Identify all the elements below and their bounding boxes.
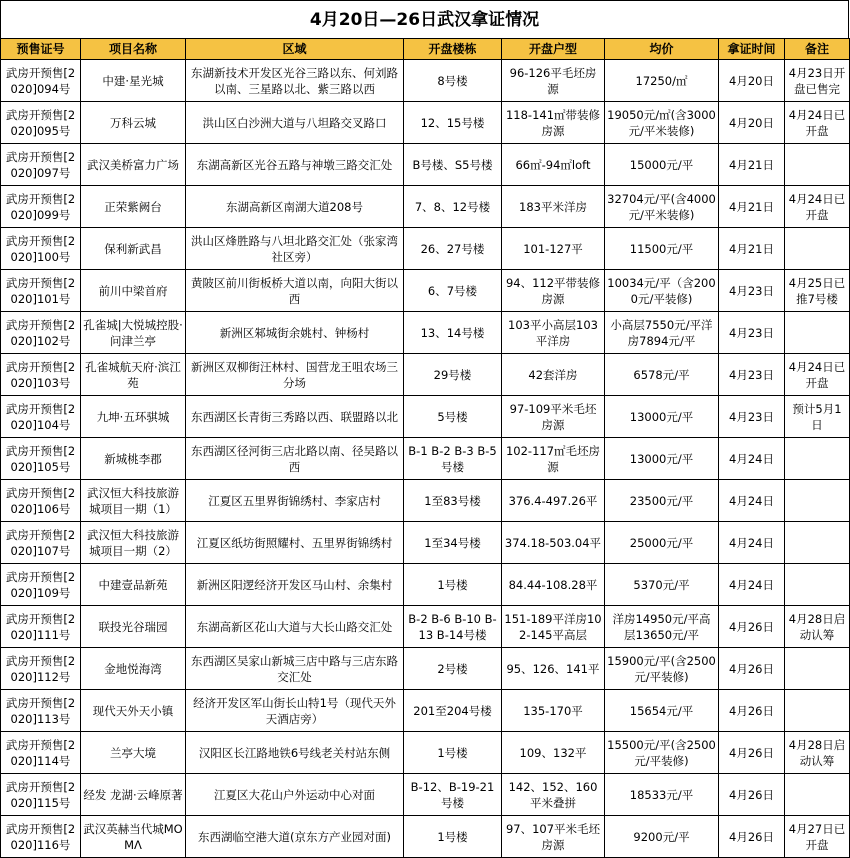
cell-buildings: 26、27号楼 [404,228,502,270]
cell-license-number: 武房开预售[2020]113号 [1,690,81,732]
cell-buildings: 1号楼 [404,732,502,774]
cell-unit-types: 84.44-108.28平 [502,564,605,606]
cell-avg-price: 13000元/平 [605,438,719,480]
cell-unit-types: 118-141㎡带装修房源 [502,102,605,144]
cell-remarks: 4月23日开盘已售完 [785,60,850,102]
cell-unit-types: 135-170平 [502,690,605,732]
cell-area: 洪山区白沙洲大道与八坦路交叉路口 [186,102,404,144]
cell-unit-types: 42套洋房 [502,354,605,396]
cell-avg-price: 32704元/平(含4000元/平米装修) [605,186,719,228]
cell-area: 经济开发区军山街长山特1号（现代天外天酒店旁） [186,690,404,732]
cell-license-date: 4月20日 [719,60,785,102]
cell-remarks [785,522,850,564]
cell-unit-types: 183平米洋房 [502,186,605,228]
cell-avg-price: 15654元/平 [605,690,719,732]
cell-buildings: 1至83号楼 [404,480,502,522]
cell-remarks: 4月28日启动认筹 [785,732,850,774]
cell-license-date: 4月24日 [719,438,785,480]
table-row [1,354,850,396]
table-row [1,60,850,102]
cell-avg-price: 15000元/平 [605,144,719,186]
cell-area: 东西湖临空港大道(京东方产业园对面) [186,816,404,858]
cell-unit-types: 102-117㎡毛坯房源 [502,438,605,480]
cell-unit-types: 97、107平米毛坯房源 [502,816,605,858]
cell-project-name: 中建·星光城 [81,60,186,102]
cell-area: 汉阳区长江路地铁6号线老关村站东侧 [186,732,404,774]
page-title: 4月20日—26日武汉拿证情况 [0,0,849,38]
cell-remarks [785,480,850,522]
column-header-license-date: 拿证时间 [719,39,785,60]
table-row [1,480,850,522]
cell-unit-types: 374.18-503.04平 [502,522,605,564]
cell-area: 新洲区阳逻经济开发区马山村、余集村 [186,564,404,606]
cell-project-name: 前川中梁首府 [81,270,186,312]
cell-remarks: 4月24日已开盘 [785,102,850,144]
cell-project-name: 联投光谷瑞园 [81,606,186,648]
cell-project-name: 孔雀城航天府·滨江苑 [81,354,186,396]
cell-unit-types: 151-189平洋房102-145平高层 [502,606,605,648]
cell-project-name: 正荣紫阙台 [81,186,186,228]
cell-remarks [785,228,850,270]
column-header-project-name: 项目名称 [81,39,186,60]
cell-remarks: 4月27日已开盘 [785,816,850,858]
cell-project-name: 保利新武昌 [81,228,186,270]
table-row [1,816,850,858]
cell-avg-price: 10034元/平（含2000元/平装修) [605,270,719,312]
cell-project-name: 万科云城 [81,102,186,144]
cell-buildings: 5号楼 [404,396,502,438]
table-row [1,774,850,816]
cell-license-date: 4月26日 [719,648,785,690]
cell-unit-types: 376.4-497.26平 [502,480,605,522]
cell-license-number: 武房开预售[2020]103号 [1,354,81,396]
cell-buildings: 2号楼 [404,648,502,690]
cell-project-name: 金地悦海湾 [81,648,186,690]
table-row [1,312,850,354]
cell-area: 东湖高新区光谷五路与神墩三路交汇处 [186,144,404,186]
cell-license-number: 武房开预售[2020]114号 [1,732,81,774]
cell-buildings: 8号楼 [404,60,502,102]
cell-remarks [785,312,850,354]
cell-license-date: 4月23日 [719,270,785,312]
table-row [1,144,850,186]
cell-avg-price: 9200元/平 [605,816,719,858]
cell-project-name: 新城桃李郡 [81,438,186,480]
cell-remarks [785,690,850,732]
cell-license-number: 武房开预售[2020]100号 [1,228,81,270]
cell-license-date: 4月24日 [719,522,785,564]
cell-buildings: 6、7号楼 [404,270,502,312]
cell-license-number: 武房开预售[2020]097号 [1,144,81,186]
cell-buildings: B-12、B-19-21号楼 [404,774,502,816]
column-header-unit-types: 开盘户型 [502,39,605,60]
cell-remarks: 4月25日已推7号楼 [785,270,850,312]
cell-unit-types: 97-109平米毛坯房源 [502,396,605,438]
cell-license-date: 4月23日 [719,312,785,354]
cell-license-number: 武房开预售[2020]094号 [1,60,81,102]
cell-license-number: 武房开预售[2020]102号 [1,312,81,354]
cell-project-name: 兰亭大境 [81,732,186,774]
table-row [1,732,850,774]
cell-license-date: 4月23日 [719,396,785,438]
cell-project-name: 中建壹品新苑 [81,564,186,606]
cell-license-date: 4月21日 [719,228,785,270]
cell-avg-price: 18533元/平 [605,774,719,816]
cell-remarks [785,144,850,186]
cell-buildings: B-2 B-6 B-10 B-13 B-14号楼 [404,606,502,648]
cell-license-number: 武房开预售[2020]099号 [1,186,81,228]
cell-license-number: 武房开预售[2020]104号 [1,396,81,438]
cell-unit-types: 66㎡-94㎡loft [502,144,605,186]
cell-area: 东湖高新区南湖大道208号 [186,186,404,228]
table-row [1,648,850,690]
cell-project-name: 现代天外天小镇 [81,690,186,732]
cell-avg-price: 5370元/平 [605,564,719,606]
table-body [1,60,850,858]
cell-license-number: 武房开预售[2020]107号 [1,522,81,564]
table-row [1,564,850,606]
cell-license-date: 4月26日 [719,774,785,816]
cell-license-date: 4月21日 [719,144,785,186]
cell-avg-price: 23500元/平 [605,480,719,522]
cell-license-number: 武房开预售[2020]106号 [1,480,81,522]
cell-buildings: 12、15号楼 [404,102,502,144]
table-row [1,102,850,144]
cell-unit-types: 94、112平带装修房源 [502,270,605,312]
cell-buildings: 13、14号楼 [404,312,502,354]
cell-license-date: 4月26日 [719,606,785,648]
table-row [1,270,850,312]
cell-area: 东湖高新区花山大道与大长山路交汇处 [186,606,404,648]
cell-project-name: 武汉英赫当代城MOMΛ [81,816,186,858]
cell-license-date: 4月20日 [719,102,785,144]
cell-buildings: 29号楼 [404,354,502,396]
cell-unit-types: 101-127平 [502,228,605,270]
cell-area: 东西湖区长青街三秀路以西、联盟路以北 [186,396,404,438]
cell-area: 新洲区双柳街汪林村、国营龙王咀农场三分场 [186,354,404,396]
cell-project-name: 武汉美桥富力广场 [81,144,186,186]
cell-license-number: 武房开预售[2020]095号 [1,102,81,144]
cell-avg-price: 15500元/平(含2500元/平装修) [605,732,719,774]
cell-unit-types: 95、126、141平 [502,648,605,690]
cell-remarks: 预计5月1日 [785,396,850,438]
cell-project-name: 武汉恒大科技旅游城项目一期（1） [81,480,186,522]
cell-license-number: 武房开预售[2020]105号 [1,438,81,480]
table-row [1,438,850,480]
cell-avg-price: 洋房14950元/平高层13650元/平 [605,606,719,648]
cell-license-date: 4月24日 [719,480,785,522]
cell-license-number: 武房开预售[2020]115号 [1,774,81,816]
cell-license-number: 武房开预售[2020]101号 [1,270,81,312]
cell-area: 江夏区大花山户外运动中心对面 [186,774,404,816]
cell-remarks [785,564,850,606]
cell-project-name: 经发 龙湖·云峰原著 [81,774,186,816]
table-row [1,228,850,270]
cell-license-date: 4月26日 [719,816,785,858]
cell-license-number: 武房开预售[2020]116号 [1,816,81,858]
cell-project-name: 九坤·五环骐城 [81,396,186,438]
column-header-avg-price: 均价 [605,39,719,60]
cell-buildings: 201至204号楼 [404,690,502,732]
cell-area: 江夏区纸坊街照耀村、五里界街锦绣村 [186,522,404,564]
cell-license-date: 4月24日 [719,564,785,606]
cell-project-name: 孔雀城|大悦城控股·问津兰亭 [81,312,186,354]
cell-license-number: 武房开预售[2020]109号 [1,564,81,606]
cell-license-date: 4月26日 [719,690,785,732]
cell-unit-types: 103平小高层103平洋房 [502,312,605,354]
cell-remarks [785,774,850,816]
column-header-area: 区域 [186,39,404,60]
table-row [1,186,850,228]
cell-buildings: 7、8、12号楼 [404,186,502,228]
cell-unit-types: 96-126平毛坯房源 [502,60,605,102]
cell-avg-price: 13000元/平 [605,396,719,438]
table-row [1,522,850,564]
cell-remarks: 4月28日启动认筹 [785,606,850,648]
cell-avg-price: 小高层7550元/平洋房7894元/平 [605,312,719,354]
header-row [1,39,850,60]
cell-area: 黄陂区前川街板桥大道以南，向阳大街以西 [186,270,404,312]
cell-avg-price: 19050元/㎡(含3000元/平米装修) [605,102,719,144]
table-row [1,396,850,438]
cell-license-date: 4月21日 [719,186,785,228]
cell-area: 东西湖区吴家山新城三店中路与三店东路交汇处 [186,648,404,690]
cell-buildings: 1号楼 [404,816,502,858]
cell-buildings: 1至34号楼 [404,522,502,564]
cell-area: 江夏区五里界街锦绣村、李家店村 [186,480,404,522]
cell-avg-price: 6578元/平 [605,354,719,396]
cell-remarks [785,648,850,690]
cell-license-date: 4月23日 [719,354,785,396]
cell-avg-price: 11500元/平 [605,228,719,270]
cell-avg-price: 17250/㎡ [605,60,719,102]
cell-project-name: 武汉恒大科技旅游城项目一期（2） [81,522,186,564]
cell-avg-price: 25000元/平 [605,522,719,564]
column-header-license-number: 预售证号 [1,39,81,60]
cell-license-number: 武房开预售[2020]111号 [1,606,81,648]
cell-remarks: 4月24日已开盘 [785,354,850,396]
column-header-buildings: 开盘楼栋 [404,39,502,60]
table-row [1,606,850,648]
cell-unit-types: 142、152、160平米叠拼 [502,774,605,816]
cell-buildings: B号楼、S5号楼 [404,144,502,186]
cell-area: 新洲区邾城街余姚村、钟杨村 [186,312,404,354]
cell-area: 东西湖区径河街三店北路以南、径吴路以西 [186,438,404,480]
column-header-remarks: 备注 [785,39,850,60]
cell-license-number: 武房开预售[2020]112号 [1,648,81,690]
cell-buildings: 1号楼 [404,564,502,606]
cell-buildings: B-1 B-2 B-3 B-5号楼 [404,438,502,480]
cell-area: 东湖新技术开发区光谷三路以东、何刘路以南、三星路以北、紫三路以西 [186,60,404,102]
cell-area: 洪山区烽胜路与八坦北路交汇处（张家湾社区旁） [186,228,404,270]
cell-remarks [785,438,850,480]
cell-unit-types: 109、132平 [502,732,605,774]
cell-avg-price: 15900元/平(含2500元/平装修) [605,648,719,690]
table-row [1,690,850,732]
cell-license-date: 4月26日 [719,732,785,774]
license-table [0,38,850,858]
cell-remarks: 4月24日已开盘 [785,186,850,228]
